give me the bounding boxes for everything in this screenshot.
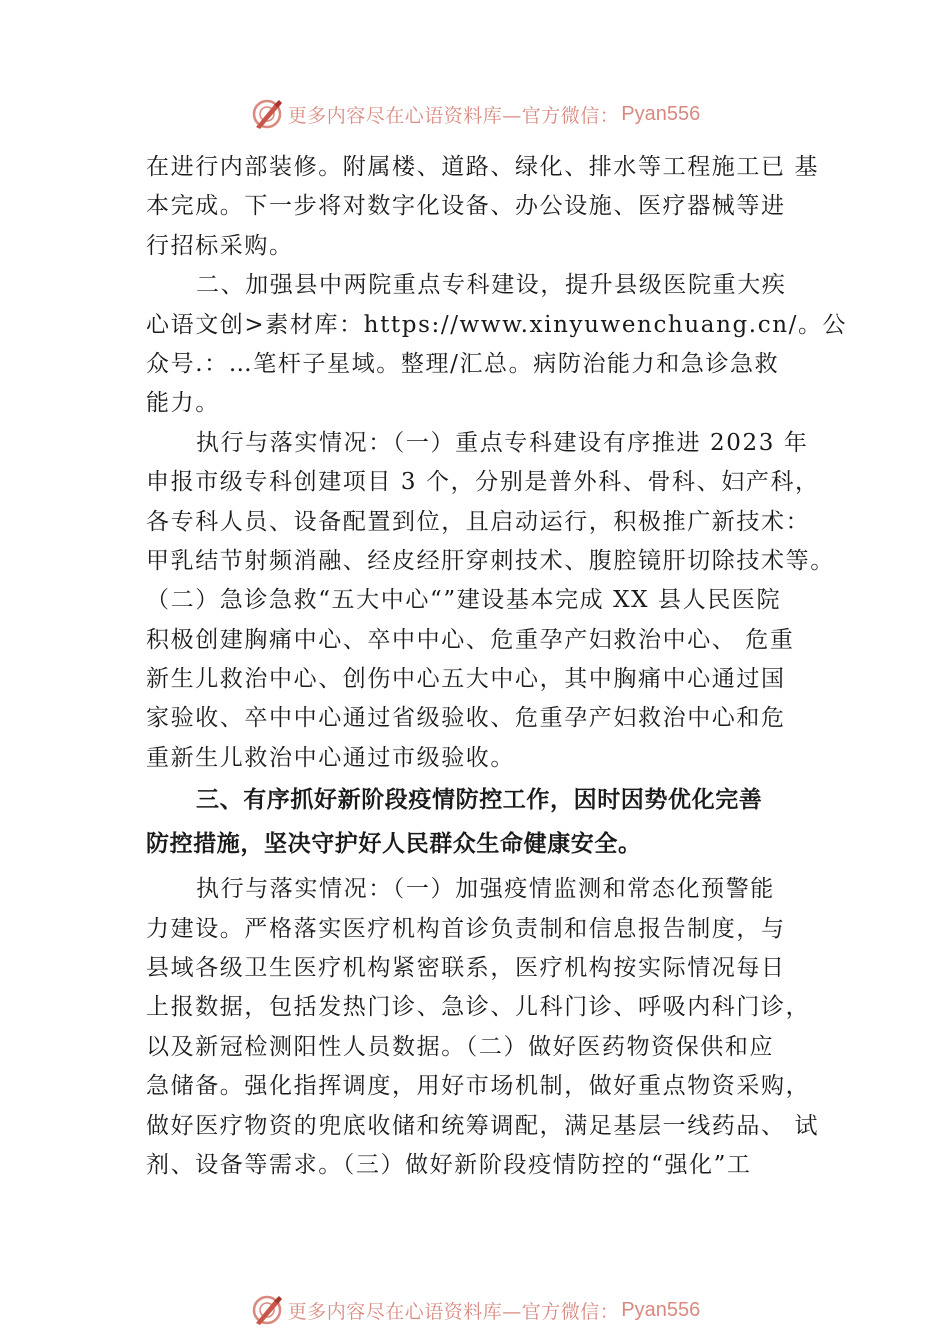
text-line: 各专科人员、设备配置到位，且启动运行，积极推广新技术：	[146, 508, 811, 535]
footer-watermark	[0, 1290, 950, 1330]
pen-logo-icon	[250, 1293, 284, 1327]
text-line: 新生儿救治中心、创伤中心五大中心，其中胸痛中心通过国	[146, 666, 786, 693]
text-line: 上报数据，包括发热门诊、急诊、儿科门诊、呼吸内科门诊，	[146, 994, 811, 1021]
pen-logo-icon	[250, 97, 284, 131]
document-body	[146, 148, 848, 1185]
header-watermark	[0, 94, 950, 134]
text-line: 行招标采购。	[146, 232, 294, 259]
paragraph-start-line: 执行与落实情况：（一）重点专科建设有序推进 2023 年	[196, 429, 809, 456]
bold-heading-line: 三、有序抓好新阶段疫情防控工作，因时因势优化完善	[196, 787, 763, 814]
text-line: 家验收、卒中中心通过省级验收、危重孕产妇救治中心和危	[146, 705, 786, 732]
text-line: 剂、设备等需求。（三）做好新阶段疫情防控的“强化”工	[146, 1151, 752, 1178]
text-line: 重新生儿救治中心通过市级验收。	[146, 744, 515, 771]
text-line: 在进行内部装修。附属楼、道路、绿化、排水等工程施工已 基	[146, 154, 820, 180]
watermark-wechat-id: Pyan556	[621, 102, 701, 125]
text-line: 能力。	[146, 390, 220, 417]
text-line: 县域各级卫生医疗机构紧密联系，医疗机构按实际情况每日	[146, 955, 786, 982]
text-line: 急储备。强化指挥调度，用好市场机制，做好重点物资采购，	[146, 1073, 811, 1100]
text-line: 本完成。下一步将对数字化设备、办公设施、医疗器械等进	[146, 193, 786, 220]
text-line: 心语文创>素材库：https://www.xinyuwenchuang.cn/。公	[146, 311, 848, 338]
text-line: 众号.：…笔杆子星域。整理/汇总。病防治能力和急诊急救	[146, 350, 780, 377]
watermark-text: 更多内容尽在心语资料库—官方微信：	[287, 104, 620, 127]
bold-heading-line: 防控措施，坚决守护好人民群众生命健康安全。	[146, 831, 642, 858]
text-line: 积极创建胸痛中心、卒中中心、危重孕产妇救治中心、 危重	[146, 626, 795, 653]
text-line: 力建设。严格落实医疗机构首诊负责制和信息报告制度，与	[146, 915, 786, 942]
paragraph-start-line: 执行与落实情况：（一）加强疫情监测和常态化预警能	[196, 876, 775, 903]
text-line: （二）急诊急救“五大中心“”建设基本完成 XX 县人民医院	[146, 587, 782, 614]
text-line: 申报市级专科创建项目 3 个，分别是普外科、骨科、妇产科，	[146, 469, 820, 496]
watermark-text: 更多内容尽在心语资料库—官方微信：	[287, 1300, 620, 1323]
text-line: 甲乳结节射频消融、经皮经肝穿刺技术、腹腔镜肝切除技术等。	[146, 547, 835, 574]
section-heading-line: 二、加强县中两院重点专科建设，提升县级医院重大疾	[196, 272, 787, 299]
watermark-wechat-id: Pyan556	[621, 1298, 701, 1321]
text-line: 以及新冠检测阳性人员数据。（二）做好医药物资保供和应	[146, 1033, 775, 1060]
text-line: 做好医疗物资的兜底收储和统筹调配，满足基层一线药品、 试	[146, 1112, 820, 1139]
